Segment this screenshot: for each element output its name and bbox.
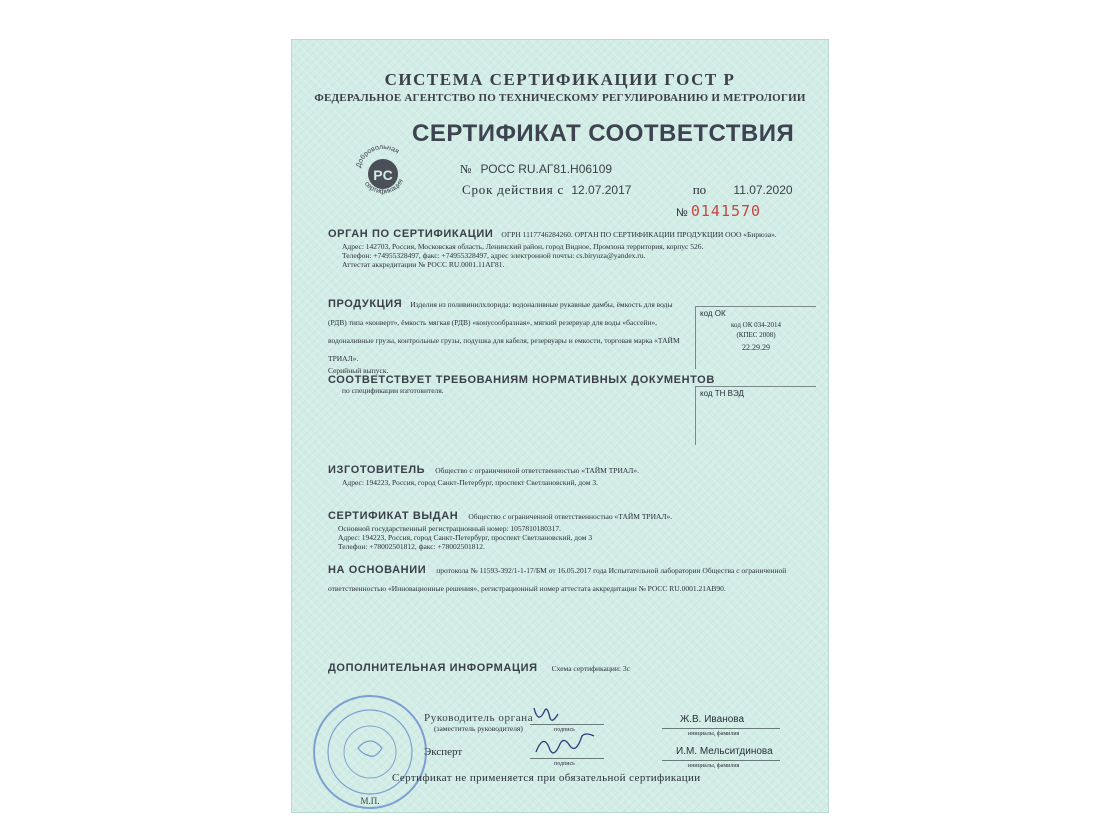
valid-from: 12.07.2017 xyxy=(571,183,632,197)
compliance-label: СООТВЕТСТВУЕТ ТРЕБОВАНИЯМ НОРМАТИВНЫХ ДОКУМЕНТОВ xyxy=(328,374,715,386)
issued-address: Адрес: 194223, Россия, город Санкт-Петербург, проспект Светлановский, дом 3 xyxy=(338,533,593,542)
organ-label: ОРГАН ПО СЕРТИФИКАЦИИ xyxy=(328,228,494,240)
logo-text-bottom: сертификация xyxy=(362,178,405,196)
manufacturer-name: Общество с ограниченной ответственностью «ТАЙМ ТРИАЛ». xyxy=(435,466,639,475)
basis-text: протокола № 11593-392/1-1-17/БМ от 16.05.2017 года Испытательной лаборатории Общества с ограниченной ответственностью «Инновационные решения», регистрационный номер аттестата аккредитации № РОСС RU.0001.21АВ90. xyxy=(328,566,787,593)
organ-line3: Телефон: +74955328497, факс: +74955328497, адрес электронной почты: cs.biryuza@yandex.ru. xyxy=(342,251,646,260)
certificate-sheet xyxy=(292,40,828,812)
organ-line4: Аттестат аккредитации № РОСС RU.0001.11АГ81. xyxy=(342,260,505,269)
expert-label: Эксперт xyxy=(424,746,463,758)
code-ok-ref2: (КПЕС 2008) xyxy=(736,331,776,339)
additional-section xyxy=(328,658,630,676)
expert-sign-line xyxy=(530,758,604,759)
head-name: Ж.В. Иванова xyxy=(680,714,745,725)
organ-section xyxy=(328,224,820,269)
to-label: по xyxy=(692,182,707,197)
code-ok-value: 22.29.29 xyxy=(742,343,770,352)
expert-initials: инициалы, фамилия xyxy=(688,763,740,769)
manufacturer-address: Адрес: 194223, Россия, город Санкт-Петербург, проспект Светлановский, дом 3. xyxy=(342,478,598,487)
serial-number: 0141570 xyxy=(690,202,762,220)
additional-text: Схема сертификации: 3с xyxy=(551,664,630,673)
manufacturer-section xyxy=(328,460,639,487)
valid-to: 11.07.2020 xyxy=(733,183,793,197)
head-signature-block xyxy=(424,712,533,733)
code-ok-ref: код ОК 034-2014 xyxy=(731,321,781,329)
head-label: Руководитель органа xyxy=(424,712,534,724)
validity-label: Срок действия с xyxy=(462,182,565,197)
product-label: ПРОДУКЦИЯ xyxy=(328,298,403,310)
compliance-section xyxy=(328,374,715,395)
compliance-text: по спецификации изготовителя. xyxy=(342,386,444,395)
issued-label: СЕРТИФИКАТ ВЫДАН xyxy=(328,510,459,522)
organ-line1: ОГРН 1117746284260. ОРГАН ПО СЕРТИФИКАЦИИ ПРОДУКЦИИ ООО «Бирюза». xyxy=(501,230,777,239)
footer-note: Сертификат не применяется при обязательной сертификации xyxy=(392,772,701,784)
product-section xyxy=(328,294,692,375)
additional-label: ДОПОЛНИТЕЛЬНАЯ ИНФОРМАЦИЯ xyxy=(328,662,538,674)
certificate-number: РОСС RU.АГ81.Н06109 xyxy=(480,162,613,176)
expert-signature-mark xyxy=(532,730,602,760)
logo-text-top: Добровольная xyxy=(355,143,401,169)
serial-label: № xyxy=(676,207,688,219)
head-initials: инициалы, фамилия xyxy=(688,731,740,737)
manufacturer-label: ИЗГОТОВИТЕЛЬ xyxy=(328,464,426,476)
system-title: СИСТЕМА СЕРТИФИКАЦИИ ГОСТ Р xyxy=(384,70,736,89)
serial-number-line xyxy=(676,202,761,220)
product-text: Изделия из поливинилхлорида: водоналивные рукавные дамбы, ёмкость для воды (РДВ) типа «конверт», ёмкость мягкая (РДВ) «конусообразная», мягкий резервуар для воды «бассейн», водоналивные грузы, контрольные грузы, подушка для кабеля, резервуары и емкости, торговая марка «ТАЙМ ТРИАЛ». xyxy=(328,300,680,363)
code-tnved-box xyxy=(695,386,816,445)
expert-name-line xyxy=(662,760,780,761)
certificate-number-line xyxy=(460,162,612,177)
issued-name: Общество с ограниченной ответственностью «ТАЙМ ТРИАЛ». xyxy=(468,512,673,521)
expert-podpis: подпись xyxy=(554,761,575,767)
organization-stamp xyxy=(310,692,430,812)
mp-label: М.П. xyxy=(360,796,380,806)
certificate-title: СЕРТИФИКАТ СООТВЕТСТВИЯ xyxy=(412,120,795,147)
gost-r-logo xyxy=(354,132,412,212)
agency-title: ФЕДЕРАЛЬНОЕ АГЕНТСТВО ПО ТЕХНИЧЕСКОМУ РЕГУЛИРОВАНИЮ И МЕТРОЛОГИИ xyxy=(314,92,806,104)
head-sublabel: (заместитель руководителя) xyxy=(434,724,523,733)
issued-ogrn: Основной государственный регистрационный номер: 1057810180317. xyxy=(338,524,562,533)
head-name-line xyxy=(662,728,780,729)
code-ok-label: код ОК xyxy=(700,309,726,318)
head-podpis: подпись xyxy=(554,727,575,733)
basis-label: НА ОСНОВАНИИ xyxy=(328,564,427,576)
issued-section xyxy=(328,506,672,551)
organ-line2: Адрес: 142703, Россия, Московская область, Ленинский район, город Видное, Промзона территория, корпус 526. xyxy=(342,242,704,251)
logo-mark: PC xyxy=(373,167,393,183)
code-tnved-label: код ТН ВЭД xyxy=(700,389,744,398)
code-ok-box xyxy=(695,306,816,369)
basis-section xyxy=(328,560,814,596)
head-sign-line xyxy=(530,724,604,725)
number-label: № xyxy=(460,162,472,176)
validity-line xyxy=(462,182,793,198)
expert-name: И.М. Мельситдинова xyxy=(676,746,773,757)
issued-phone: Телефон: +78002501812, факс: +78002501812. xyxy=(338,542,485,551)
product-serial-release: Серийный выпуск. xyxy=(328,366,389,375)
